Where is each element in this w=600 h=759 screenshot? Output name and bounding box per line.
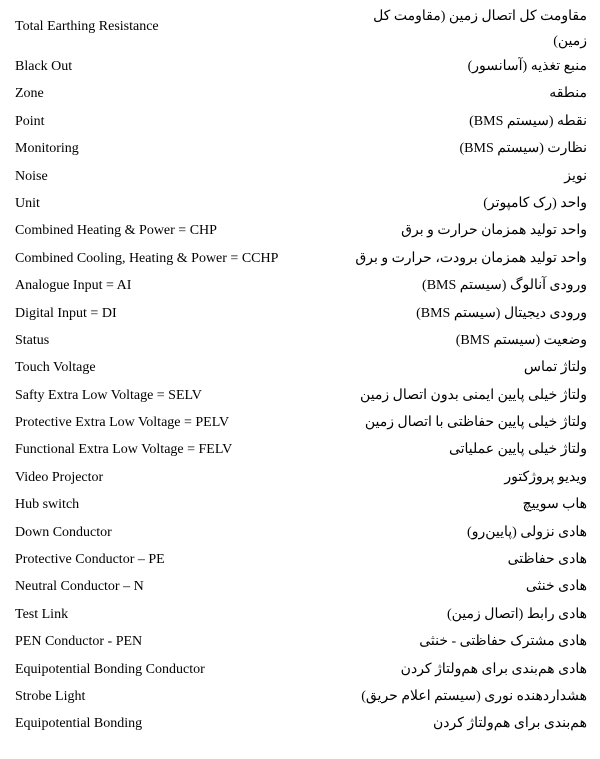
english-term: Test Link <box>15 606 69 622</box>
glossary-row <box>0 164 600 191</box>
english-term: Status <box>15 332 50 348</box>
english-term: Total Earthing Resistance <box>15 19 159 34</box>
glossary-row <box>0 574 600 601</box>
persian-term: وضعیت (سیستم BMS) <box>455 332 587 348</box>
persian-term: ولتاژ تماس <box>523 360 587 376</box>
english-term: Down Conductor <box>15 524 112 540</box>
persian-term: هم‌بندی برای هم‌ولتاژ کردن <box>433 716 587 732</box>
english-term: Neutral Conductor – N <box>15 579 144 595</box>
persian-term: منبع تغذیه (آسانسور) <box>467 59 587 74</box>
glossary-row <box>0 328 600 355</box>
glossary-row <box>0 629 600 656</box>
glossary-row <box>0 437 600 464</box>
glossary-row <box>0 136 600 163</box>
persian-term: منطقه <box>549 86 587 102</box>
english-term: Monitoring <box>15 141 79 157</box>
persian-term: هادی هم‌بندی برای هم‌ولتاژ کردن <box>400 661 587 677</box>
persian-term: ورودی آنالوگ (سیستم BMS) <box>422 278 587 294</box>
glossary-row <box>0 81 600 108</box>
glossary-row <box>0 0 600 54</box>
glossary-row <box>0 109 600 136</box>
glossary-row <box>0 273 600 300</box>
english-term: Digital Input = DI <box>15 305 117 321</box>
glossary-row <box>0 301 600 328</box>
glossary-row <box>0 218 600 245</box>
english-term: PEN Conductor - PEN <box>15 634 143 650</box>
persian-term: نظارت (سیستم BMS) <box>459 141 587 157</box>
persian-term: هشداردهنده نوری (سیستم اعلام حریق) <box>361 688 587 704</box>
persian-term: ویدیو پروژکتور <box>504 469 587 485</box>
english-term: Combined Cooling, Heating & Power = CCHP <box>15 250 279 266</box>
glossary-row <box>0 520 600 547</box>
persian-term: واحد تولید همزمان حرارت و برق <box>401 223 587 239</box>
persian-term: واحد (رک کامپوتر) <box>483 195 587 211</box>
english-term: Safty Extra Low Voltage = SELV <box>15 387 202 403</box>
english-term: Noise <box>15 168 48 184</box>
persian-term: هادی خنثی <box>525 579 587 595</box>
glossary-row <box>0 602 600 629</box>
persian-term: ورودی دیجیتال (سیستم BMS) <box>416 305 587 321</box>
persian-term: ولتاژ خیلی پایین عملیاتی <box>448 442 587 458</box>
glossary-row <box>0 355 600 382</box>
glossary-row <box>0 547 600 574</box>
english-term: Touch Voltage <box>15 360 96 376</box>
english-term: Equipotential Bonding <box>15 716 143 732</box>
persian-term: هادی نزولی (پایین‌رو) <box>467 524 587 540</box>
persian-term: هادی حفاظتی <box>507 552 587 568</box>
english-term: Video Projector <box>15 469 104 485</box>
english-term: Protective Conductor – PE <box>15 552 165 568</box>
english-term: Protective Extra Low Voltage = PELV <box>15 415 230 431</box>
glossary-row <box>0 711 600 738</box>
english-term: Hub switch <box>15 497 80 513</box>
english-term: Point <box>15 113 45 129</box>
persian-term: هادی مشترک حفاظتی - خنثی <box>419 634 587 650</box>
glossary-row <box>0 492 600 519</box>
persian-term: هادی رابط (اتصال زمین) <box>446 606 587 622</box>
english-term: Unit <box>15 195 40 211</box>
persian-term: نقطه (سیستم BMS) <box>469 113 587 129</box>
glossary-row <box>0 684 600 711</box>
persian-term: نویز <box>564 168 587 184</box>
persian-term: هاب سوییچ <box>522 497 587 513</box>
glossary-row <box>0 465 600 492</box>
glossary-row <box>0 191 600 218</box>
english-term: Combined Heating & Power = CHP <box>15 223 217 239</box>
glossary-row <box>0 383 600 410</box>
glossary-row <box>0 657 600 684</box>
english-term: Equipotential Bonding Conductor <box>15 661 205 677</box>
glossary-row <box>0 410 600 437</box>
english-term: Black Out <box>15 59 73 74</box>
english-term: Analogue Input = AI <box>15 278 132 294</box>
persian-term: واحد تولید همزمان برودت، حرارت و برق <box>355 250 587 266</box>
glossary-row <box>0 54 600 81</box>
english-term: Functional Extra Low Voltage = FELV <box>15 442 233 458</box>
persian-term: ولتاژ خیلی پایین حفاظتی با اتصال زمین <box>364 415 587 431</box>
persian-term: مقاومت کل اتصال زمین (مقاومت کل زمین) <box>373 9 587 49</box>
glossary-row <box>0 246 600 273</box>
persian-term: ولتاژ خیلی پایین ایمنی بدون اتصال زمین <box>360 387 587 403</box>
english-term: Zone <box>15 86 44 102</box>
english-term: Strobe Light <box>15 688 86 704</box>
